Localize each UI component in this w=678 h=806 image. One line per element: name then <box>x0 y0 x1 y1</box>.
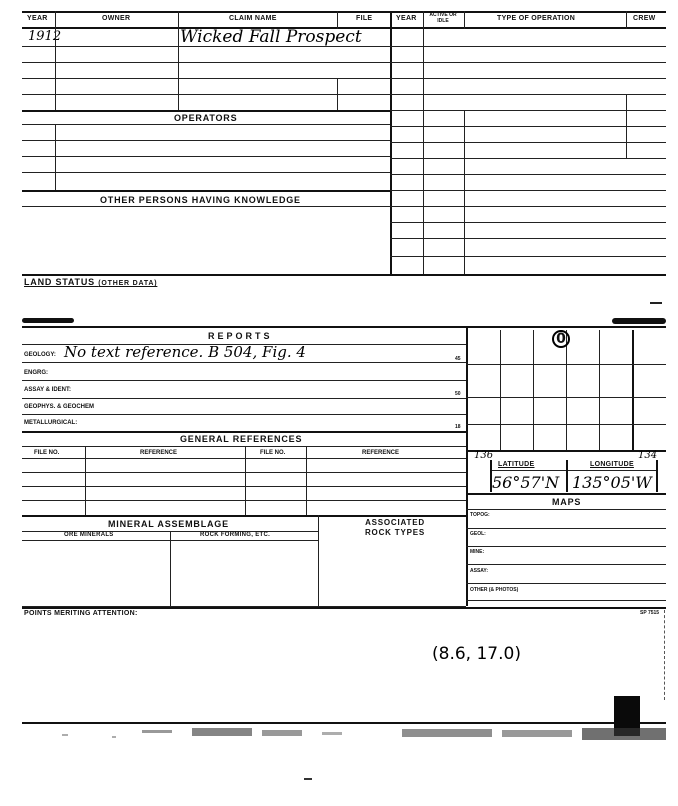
row-line <box>490 470 656 471</box>
header-year: YEAR <box>27 15 48 22</box>
associated-rock-types: ASSOCIATED ROCK TYPES <box>364 518 425 537</box>
latitude-value: 56°57'N <box>492 473 560 492</box>
col-line <box>178 27 179 110</box>
col-line <box>306 446 307 515</box>
row-line <box>22 124 390 125</box>
rock-forming-label: ROCK FORMING, ETC. <box>200 532 271 538</box>
header-crew: CREW <box>633 15 656 22</box>
ore-minerals-label: ORE MINERALS <box>64 532 114 538</box>
col-line <box>337 78 338 110</box>
latitude-label: LATITUDE <box>498 461 535 468</box>
maps-heading: MAPS <box>552 497 582 507</box>
row-line <box>390 126 666 127</box>
circle-mark: 0 <box>552 330 570 348</box>
row-line <box>22 94 390 95</box>
row-line <box>22 486 466 487</box>
row-line <box>22 458 466 459</box>
longitude-value: 135°05'W <box>572 473 652 492</box>
smudge-right <box>612 318 666 324</box>
row-line <box>390 190 666 191</box>
col-line <box>55 124 56 190</box>
num-18: 18 <box>455 424 461 430</box>
row-line <box>390 78 666 79</box>
map-geol: GEOL: <box>470 531 486 537</box>
row-line <box>466 528 666 529</box>
row-line <box>22 78 390 79</box>
metallurgical-label: METALLURGICAL: <box>24 420 78 426</box>
row-line <box>22 172 390 173</box>
reports-heading: REPORTS <box>208 331 273 341</box>
row-line <box>22 140 390 141</box>
reference-1: REFERENCE <box>140 450 178 456</box>
row-line <box>22 190 390 192</box>
map-topog: TOPOG: <box>470 512 490 518</box>
scan-noise <box>22 724 666 752</box>
row-line <box>466 546 666 547</box>
points-label: POINTS MERITING ATTENTION: <box>24 610 138 617</box>
map-assay: ASSAY: <box>470 568 489 574</box>
smudge-mark <box>650 302 662 304</box>
row-line <box>466 493 666 495</box>
header-top-rule <box>22 11 666 13</box>
grid-line <box>466 364 666 365</box>
col-line <box>423 27 424 274</box>
row-line <box>22 46 390 47</box>
col-line <box>245 446 246 515</box>
other-persons-heading: OTHER PERSONS HAVING KNOWLEDGE <box>100 195 301 205</box>
row-line <box>22 431 466 433</box>
hdr-col-tick <box>464 11 465 29</box>
land-status-heading: LAND STATUS (OTHER DATA) <box>24 277 158 287</box>
edge-line <box>664 610 665 700</box>
header-active-idle: ACTIVE OR IDLE <box>429 12 457 24</box>
row-line <box>22 380 466 381</box>
row-line <box>390 174 666 175</box>
col-line <box>464 110 465 274</box>
grid-line <box>466 397 666 398</box>
row-line <box>22 206 390 207</box>
grid-line <box>466 450 666 452</box>
mineral-assemblage-heading: MINERAL ASSEMBLAGE <box>108 519 229 529</box>
col-line <box>566 460 568 492</box>
scan-dash <box>304 778 312 780</box>
header-claim-name: CLAIM NAME <box>229 15 277 22</box>
header-year-2: YEAR <box>396 15 417 22</box>
row-line <box>22 472 466 473</box>
form-number: SP 7515 <box>640 610 660 616</box>
entry-claim-name: Wicked Fall Prospect <box>180 27 362 47</box>
section-rule <box>22 607 666 609</box>
row-line <box>390 94 666 95</box>
col-line <box>318 515 319 606</box>
general-references-heading: GENERAL REFERENCES <box>180 434 303 444</box>
grid-line <box>632 330 634 450</box>
header-file: FILE <box>356 15 373 22</box>
row-line <box>390 222 666 223</box>
row-line <box>22 362 466 363</box>
assay-ident-label: ASSAY & IDENT: <box>24 387 72 393</box>
row-line <box>22 156 390 157</box>
num-50: 50 <box>455 391 461 397</box>
entry-year: 1912 <box>28 29 62 44</box>
row-line <box>466 583 666 584</box>
row-line <box>22 515 466 517</box>
file-no-2: FILE NO. <box>260 450 286 456</box>
row-line <box>22 414 466 415</box>
map-mine: MINE: <box>470 549 485 555</box>
col-line <box>626 94 627 158</box>
row-line <box>390 46 666 47</box>
geophys-label: GEOPHYS. & GEOCHEM <box>24 404 95 410</box>
coord-right: 134 <box>638 450 658 461</box>
row-line <box>390 110 666 111</box>
geology-value: No text reference. B 504, Fig. 4 <box>64 343 306 361</box>
col-line <box>656 460 658 492</box>
grid-line <box>533 330 534 450</box>
grid-line <box>599 330 600 450</box>
row-line <box>466 564 666 565</box>
num-45: 45 <box>455 356 461 362</box>
coords-note: (8.6, 17.0) <box>432 644 521 664</box>
grid-line <box>500 330 501 450</box>
coord-left: 136 <box>474 450 494 461</box>
engrg-label: ENGRG: <box>24 370 48 376</box>
hdr-col-tick <box>626 11 627 29</box>
operators-heading: OPERATORS <box>174 113 238 123</box>
row-line <box>22 110 390 112</box>
longitude-label: LONGITUDE <box>590 461 634 468</box>
section-rule <box>22 274 666 276</box>
row-line <box>22 500 466 501</box>
header-owner: OWNER <box>102 15 131 22</box>
grid-line <box>466 424 666 425</box>
row-line <box>466 600 666 601</box>
col-line <box>85 446 86 515</box>
row-line <box>390 62 666 63</box>
map-other: OTHER (& PHOTOS) <box>470 587 519 593</box>
row-line <box>22 398 466 399</box>
reports-top-rule <box>22 326 666 328</box>
row-line <box>390 206 666 207</box>
row-line <box>390 142 666 143</box>
col-line <box>55 27 56 110</box>
row-line <box>22 62 390 63</box>
header-type-of-operation: TYPE OF OPERATION <box>497 15 576 22</box>
col-line <box>170 531 171 606</box>
smudge-left <box>22 318 74 323</box>
row-line <box>390 158 666 159</box>
row-line <box>466 509 666 510</box>
file-no-1: FILE NO. <box>34 450 60 456</box>
geology-label: GEOLOGY: <box>24 352 56 358</box>
row-line <box>390 238 666 239</box>
row-line <box>22 446 466 447</box>
grid-line <box>566 330 567 450</box>
reference-2: REFERENCE <box>362 450 400 456</box>
row-line <box>390 256 666 257</box>
